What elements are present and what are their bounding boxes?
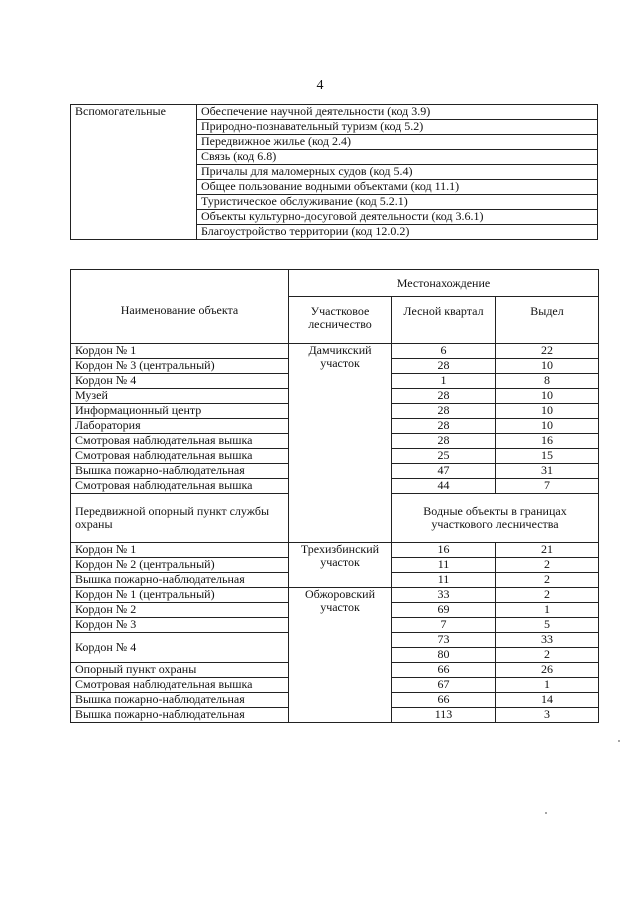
quarter-cell: 28: [392, 419, 496, 434]
water-note: Водные объекты в границах участкового лесничества: [392, 494, 599, 543]
use-item: Причалы для маломерных судов (код 5.4): [197, 165, 598, 180]
allotment-cell: 10: [496, 419, 599, 434]
quarter-cell: 28: [392, 434, 496, 449]
quarter-cell: 44: [392, 479, 496, 494]
quarter-cell: 69: [392, 603, 496, 618]
object-name: Кордон № 2: [71, 603, 289, 618]
allotment-cell: 1: [496, 603, 599, 618]
object-name: Смотровая наблюдательная вышка: [71, 449, 289, 464]
allotment-cell: 3: [496, 708, 599, 723]
header-allotment: Выдел: [496, 297, 599, 344]
allotment-cell: 2: [496, 648, 599, 663]
quarter-cell: 80: [392, 648, 496, 663]
quarter-cell: 66: [392, 693, 496, 708]
object-name: Кордон № 2 (центральный): [71, 558, 289, 573]
object-name: Кордон № 1: [71, 344, 289, 359]
use-item: Благоустройство территории (код 12.0.2): [197, 225, 598, 240]
objects-location-table: [70, 269, 599, 723]
allotment-cell: 16: [496, 434, 599, 449]
allotment-cell: 7: [496, 479, 599, 494]
quarter-cell: 6: [392, 344, 496, 359]
allotment-cell: 14: [496, 693, 599, 708]
allotment-cell: 5: [496, 618, 599, 633]
object-name: Смотровая наблюдательная вышка: [71, 678, 289, 693]
quarter-cell: 67: [392, 678, 496, 693]
use-item: Общее пользование водными объектами (код 11.1): [197, 180, 598, 195]
quarter-cell: 16: [392, 543, 496, 558]
object-name: Кордон № 3 (центральный): [71, 359, 289, 374]
allotment-cell: 10: [496, 404, 599, 419]
quarter-cell: 25: [392, 449, 496, 464]
object-name: Вышка пожарно-наблюдательная: [71, 573, 289, 588]
object-name: Вышка пожарно-наблюдательная: [71, 464, 289, 479]
object-name: Смотровая наблюдательная вышка: [71, 434, 289, 449]
table-row: [71, 105, 598, 120]
allotment-cell: 22: [496, 344, 599, 359]
quarter-cell: 28: [392, 389, 496, 404]
quarter-cell: 47: [392, 464, 496, 479]
object-name: Информационный центр: [71, 404, 289, 419]
object-name: Вышка пожарно-наблюдательная: [71, 708, 289, 723]
allotment-cell: 10: [496, 389, 599, 404]
quarter-cell: 66: [392, 663, 496, 678]
object-name: Передвижной опорный пункт службы охраны: [71, 494, 289, 543]
use-item: Объекты культурно-досуговой деятельности (код 3.6.1): [197, 210, 598, 225]
scan-speck: [618, 740, 620, 742]
quarter-cell: 73: [392, 633, 496, 648]
use-item: Связь (код 6.8): [197, 150, 598, 165]
quarter-cell: 28: [392, 359, 496, 374]
quarter-cell: 33: [392, 588, 496, 603]
allotment-cell: 31: [496, 464, 599, 479]
quarter-cell: 28: [392, 404, 496, 419]
quarter-cell: 11: [392, 558, 496, 573]
use-item: Обеспечение научной деятельности (код 3.9): [197, 105, 598, 120]
category-cell: Вспомогательные: [71, 105, 197, 240]
quarter-cell: 7: [392, 618, 496, 633]
object-name: Кордон № 3: [71, 618, 289, 633]
allotment-cell: 15: [496, 449, 599, 464]
allotment-cell: 2: [496, 558, 599, 573]
allotment-cell: 8: [496, 374, 599, 389]
scan-speck: [545, 812, 547, 814]
district-cell: Трехизбинский участок: [289, 543, 392, 588]
district-cell: Дамчикский участок: [289, 344, 392, 543]
allotment-cell: 10: [496, 359, 599, 374]
object-name: Вышка пожарно-наблюдательная: [71, 693, 289, 708]
allotment-cell: 1: [496, 678, 599, 693]
object-name: Кордон № 1: [71, 543, 289, 558]
object-name: Кордон № 4: [71, 374, 289, 389]
allotment-cell: 33: [496, 633, 599, 648]
object-name: Смотровая наблюдательная вышка: [71, 479, 289, 494]
permitted-uses-table: [70, 104, 598, 240]
table-row: [71, 344, 599, 359]
district-cell: Обжоровский участок: [289, 588, 392, 723]
allotment-cell: 2: [496, 573, 599, 588]
header-location: Местонахождение: [289, 270, 599, 297]
use-item: Природно-познавательный туризм (код 5.2): [197, 120, 598, 135]
quarter-cell: 11: [392, 573, 496, 588]
quarter-cell: 1: [392, 374, 496, 389]
table-row: [71, 543, 599, 558]
header-row: [71, 270, 599, 297]
header-district: Участковое лесничество: [289, 297, 392, 344]
page-number: 4: [316, 78, 324, 93]
object-name: Кордон № 1 (центральный): [71, 588, 289, 603]
object-name: Кордон № 4: [71, 633, 289, 663]
object-name: Опорный пункт охраны: [71, 663, 289, 678]
object-name: Музей: [71, 389, 289, 404]
allotment-cell: 2: [496, 588, 599, 603]
object-name: Лаборатория: [71, 419, 289, 434]
quarter-cell: 113: [392, 708, 496, 723]
header-quarter: Лесной квартал: [392, 297, 496, 344]
table-row: [71, 588, 599, 603]
header-name: Наименование объекта: [71, 270, 289, 344]
allotment-cell: 21: [496, 543, 599, 558]
use-item: Туристическое обслуживание (код 5.2.1): [197, 195, 598, 210]
use-item: Передвижное жилье (код 2.4): [197, 135, 598, 150]
allotment-cell: 26: [496, 663, 599, 678]
